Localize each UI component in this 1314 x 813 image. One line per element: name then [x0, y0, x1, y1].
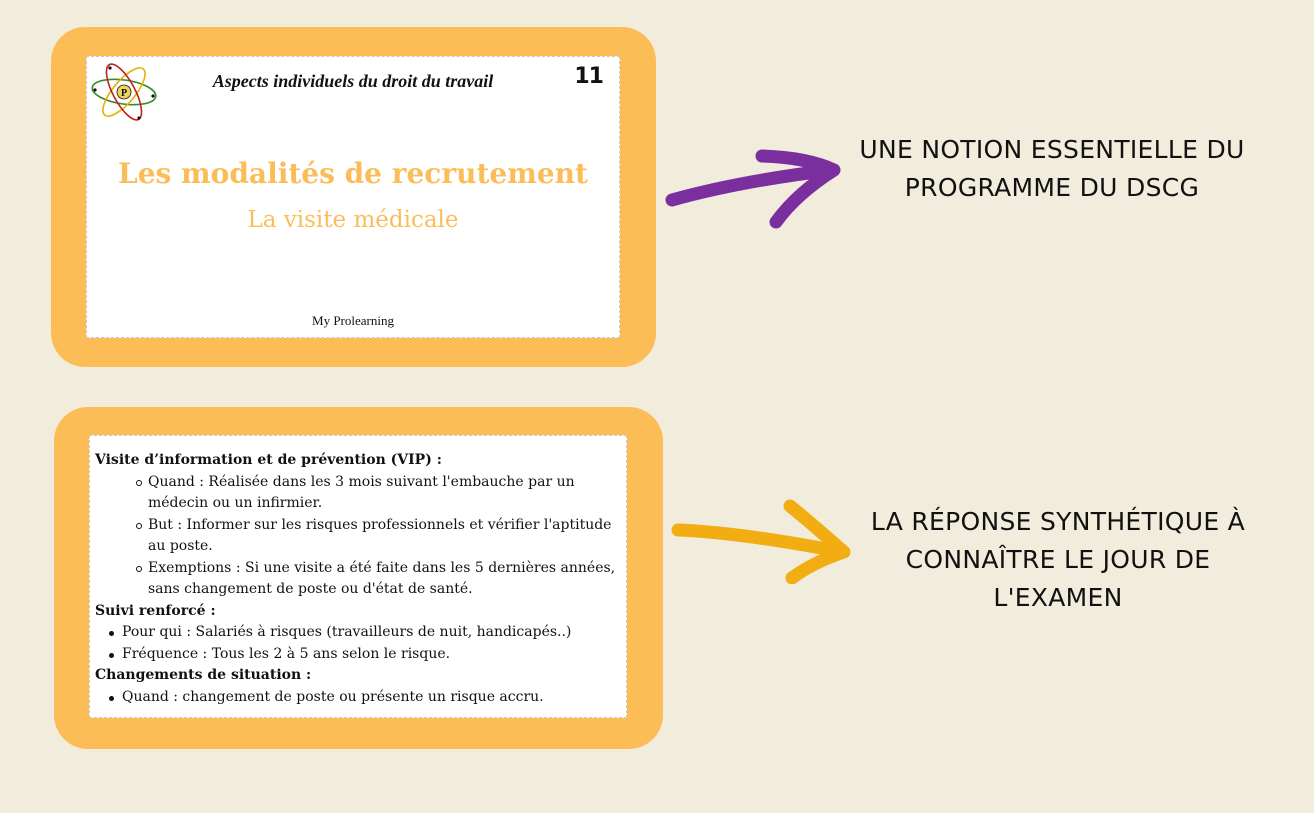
list-item: Quand : Réalisée dans les 3 mois suivant l'embauche par un médecin ou un infirmier. [95, 472, 618, 515]
card-subject: Aspects individuels du droit du travail [212, 71, 494, 91]
flashcard-back [89, 435, 627, 718]
list-item: Fréquence : Tous les 2 à 5 ans selon le risque. [95, 644, 618, 666]
card-footer: My Prolearning [312, 313, 394, 328]
flashcard-front [86, 56, 620, 338]
list-item: Pour qui : Salariés à risques (travailleurs de nuit, handicapés..) [95, 622, 618, 644]
atom-logo-icon [89, 60, 159, 124]
card-number: 11 [574, 64, 603, 89]
changements-list [95, 687, 618, 709]
section-heading-vip: Visite d’information et de prévention (VIP) : [95, 452, 442, 468]
suivi-list [95, 622, 618, 665]
list-item: But : Informer sur les risques professionnels et vérifier l'aptitude au poste. [95, 515, 618, 558]
answer-content [95, 450, 618, 708]
vip-list [95, 472, 618, 601]
section-heading-suivi: Suivi renforcé : [95, 602, 216, 619]
caption-essential-notion: UNE NOTION ESSENTIELLE DU PROGRAMME DU DSCG [859, 135, 1245, 202]
list-item: Quand : changement de poste ou présente un risque accru. [95, 687, 618, 709]
section-heading-changements: Changements de situation : [95, 667, 312, 683]
yellow-arrow-icon [670, 494, 855, 584]
card-title: Les modalités de recrutement [118, 157, 588, 190]
caption-synthetic-answer: LA RÉPONSE SYNTHÉTIQUE À CONNAÎTRE LE JOUR DE L'EXAMEN [870, 507, 1246, 612]
logo-letter: P [120, 88, 128, 99]
purple-arrow-icon [662, 140, 847, 230]
card-subtitle: La visite médicale [247, 207, 459, 233]
list-item: Exemptions : Si une visite a été faite dans les 5 dernières années, sans changement de poste ou d'état de santé. [95, 558, 618, 601]
